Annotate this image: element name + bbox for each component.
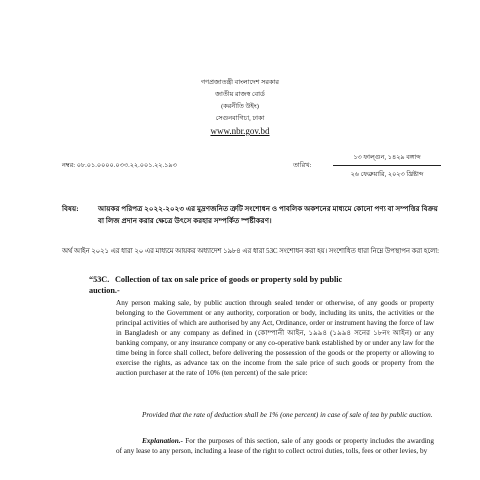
section-explanation (116, 436, 434, 456)
section-heading (89, 274, 449, 296)
section-title-line2: auction.- (89, 286, 120, 295)
explanation-label: Explanation.- (142, 437, 183, 445)
section-number: “53C. (89, 275, 110, 284)
section-title-line1: Collection of tax on sale price of goods or property sold by public (115, 275, 343, 284)
subject-text: আয়কর পরিপত্র ২০২২-২০২৩ এর মুদ্রণজনিত ত্রুটি সংশোধন ও পাবলিক অকশনের মাধ্যমে কোনো পণ্য বা সম্পত্তির বিক্রয় বা লিজ প্রদান করার ক্ষেত্রে উৎসে করহার সম্পর্কিত স্পষ্টীকরণ। (98, 205, 438, 225)
header-wing: (করনীতি উইং) (221, 103, 259, 110)
header-address: সেগুনবাগিচা, ঢাকা (215, 115, 265, 122)
date-label: তারিখ: (293, 162, 312, 169)
date-gregorian: ২৬ ফেব্রুয়ারি, ২০২৩ খ্রিষ্টাব্দ (350, 171, 424, 178)
explanation-text: For the purposes of this section, sale of any goods or property includes the awarding of any lease to any person, including a lease of the right to collect octroi duties, tolls, fees or other levies, by (116, 437, 434, 455)
header-board: জাতীয় রাজস্ব বোর্ড (215, 91, 265, 98)
reference-value: ০৮.০১.০০০০.০৩৩.২২.০০১.২২.১৯৩ (76, 162, 177, 169)
header-website-link[interactable]: www.nbr.gov.bd (210, 126, 270, 136)
section-proviso: Provided that the rate of deduction shall be 1% (one percent) in case of sale of tea by public auction. (142, 411, 433, 419)
reference-number (62, 160, 177, 171)
header-government: গণপ্রজাতন্ত্রী বাংলাদেশ সরকার (200, 79, 280, 86)
date-bangla: ১৩ ফাল্গুন, ১৪২৯ বঙ্গাব্দ (333, 152, 441, 166)
section-body: Any person making sale, by public auction through sealed tender or otherwise, of any goods or property belonging to the Government or any authority, corporation or body, including its units, the activities or the principal activities of which are authorised by any Act, Ordinance, order or instrument having the force of law in Bangladesh or any company as defined in (কোম্পানী আইন, ১৯৯৪ (১৯৯৪ সনের ১৮নং আইন) or any banking company, or any insurance company or any co-operative bank established by or under any law for the time being in force shall collect, before delivering the possession of the goods or the property or allowing to exercise the rights, as advance tax on the income from the sale price of such goods or property from the auction purchaser at the rate of 10% (ten percent) of the sale price: (116, 299, 434, 377)
subject-label: বিষয়: (62, 205, 79, 213)
intro-paragraph: অর্থ আইন ২০২১ এর ধারা ২০ এর মাধ্যমে আয়কর অধ্যাদেশ ১৯৮৪ এর ধারা 53C সংশোধন করা হয়। সংশোধিত ধারা নিম্নে উপস্থাপন করা হলো: (62, 248, 439, 255)
reference-label: নম্বর: (62, 162, 76, 169)
